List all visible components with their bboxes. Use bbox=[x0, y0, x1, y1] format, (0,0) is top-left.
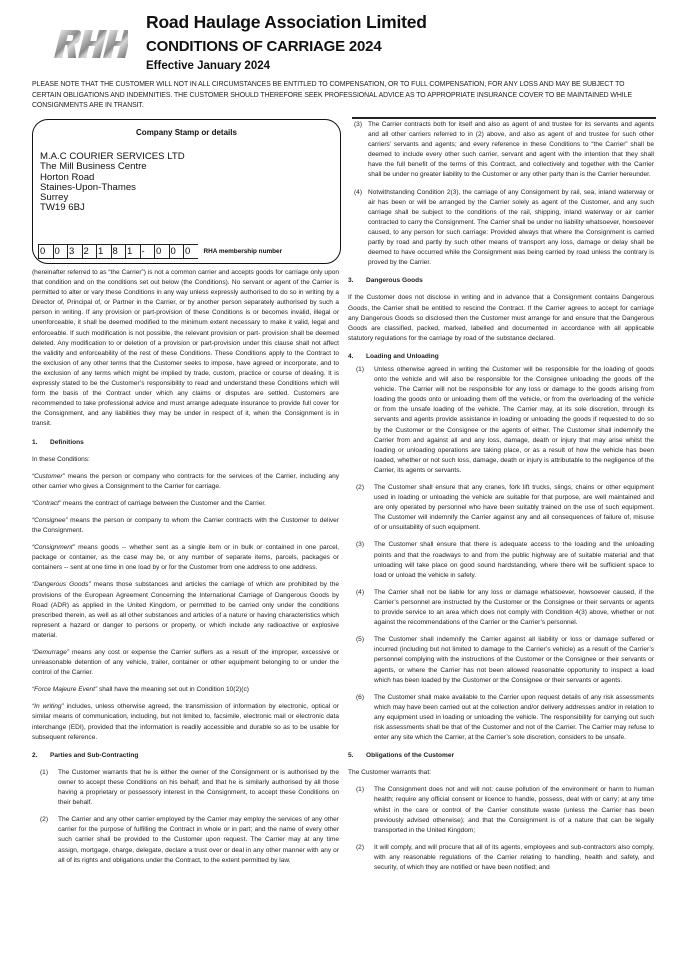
company-stamp-box bbox=[32, 119, 341, 264]
membership-number bbox=[38, 244, 282, 259]
membership-digit: 3 bbox=[67, 244, 82, 259]
membership-digit: 1 bbox=[96, 244, 111, 259]
membership-digit: - bbox=[140, 244, 155, 259]
address-line: Surrey bbox=[40, 192, 69, 204]
section-3-text: If the Customer does not disclose in writing and in advance that a Consignment contains Dangerous Goods, the Carrier shall be entitled to rescind the Contract. If the Carrier agrees to accept for carriage any Dangerous Goods so disclosed then the Customer must arrange for and ensure that the Dangerous Goods are classified, packed, marked, labelled and documented in accordance with all applicable statutory regulations for the carriage by road of the substance declared. bbox=[348, 294, 654, 342]
membership-digit: 8 bbox=[111, 244, 126, 259]
clause-4-1: (1) Unless otherwise agreed in writing the Customer will be responsible for the loading of goods onto the vehicle and will also be responsible for the Consignee unloading the goods off the vehicle. The Carrier will not be responsible for any loss or damage to the goods arising from loading the goods onto or unloading them off the vehicle, or from the overloading of the vehicle or from the unsafe loading of the vehicle. The Carrier may, at its sole discretion, through its servants and agents provide assistance in loading or unloading the goods if requested to do so by the Customer or the Consignee or the agents of either. The Customer shall indemnify the Carrier from and against all and any loss, damage, death or injury that may arise whilst the loading or unloading operations are taking place, or as a result of how the vehicle has been loaded, whether or not such loss, damage, death or injury is attributable to the negligence of the Carrier, its agents or servants. bbox=[356, 365, 654, 474]
membership-digit: 0 bbox=[53, 244, 68, 259]
clause-4-6: (6) The Customer shall make available to the Carrier upon request details of any risk assessments which may have been carried out at the collection and/or delivery addresses and/or in relation to any equipment used in loading or unloading the vehicle. The responsibility for carrying out such risk assessments shall be that of the Customer and not of the Carrier. The Carrier may refuse to enter any site which the Carrier, at the Carrier’s sole discretion, considers to be unsafe. bbox=[356, 693, 654, 742]
document-title: CONDITIONS OF CARRIAGE 2024 bbox=[146, 38, 382, 55]
address-line: Staines-Upon-Thames bbox=[40, 181, 136, 193]
intro-paragraph: (hereinafter referred to as “the Carrier”) is not a common carrier and accepts goods for carriage only upon that condition and on the conditions set out below (the Conditions). No servant or agent of the Carrier is permitted to alter or vary these Conditions in any way unless expressly authorised to do so in writing by a Director of, Principal of, or Partner in the Carrier, or by another person separately authorised by such a person in writing. If any provision or part-provision of these Conditions is or becomes invalid, illegal or unenforceable, it shall be deemed modified to the minimum extent necessary to make it valid, legal and enforceable. If such modification is not possible, the relevant provision or part- provision shall be deemed deleted. Any modification to or deletion of a provision or part-provision under this clause shall not affect the validity and enforceability of the rest of these Conditions. These Conditions apply to the Contract to the exclusion of any other terms that the Customer seeks to impose, have agreed or incorporate, and to the exclusion of any terms which might be implied by trade, custom, practice or course of dealing. It is expressly stated to be the Customer’s responsibility to read and understand these Conditions which will form the basis of the Contract under which any claims or disputes are settled. Customers are recommended to take professional advice and must arrange adequate insurance to provide full cover for the Consignment, and any liabilities they may be under in respect of it, when the Consignment is in transit. bbox=[32, 269, 339, 428]
compensation-notice: PLEASE NOTE THAT THE CUSTOMER WILL NOT IN ALL CIRCUMSTANCES BE ENTITLED TO COMPENSATION, OR TO FULL COMPENSATION, FOR ANY LOSS AND MAY BE SUBJECT TO CERTAIN OBLIGATIONS AND INDEMNITIES. THE CUSTOMER SHOULD THEREFORE SEEK PROFESSIONAL ADVICE AS TO APPROPRIATE INSURANCE COVER TO BE MAINTAINED WHILE CONSIGNMENTS ARE IN TRANSIT. bbox=[32, 81, 632, 109]
definition: “Demurrage” means any cost or expense the Carrier suffers as a result of the improper, excessive or unreasonable detention of any vehicle, trailer, container or other equipment belonging to or under the control of the Carrier. bbox=[32, 649, 339, 677]
clause-4-2: (2) The Customer shall ensure that any cranes, fork lift trucks, slings, chains or other equipment used in loading or unloading the vehicle are suitable for that purpose, are well maintained and are only operated by personnel who have been suitably trained on the use of such equipment. The Customer will indemnify the Carrier against any and all consequences of failure of, misuse of or unsuitability of such equipment. bbox=[356, 484, 654, 532]
definition: “Consignment” means goods -- whether sent as a single item or in bulk or contained in one parcel, package or container, as the case may be, or any number of separate items, parcels, packages or containers -- sent at one time in one load by or for the Customer from one address to one address. bbox=[32, 544, 339, 572]
membership-digit: 1 bbox=[125, 244, 140, 259]
membership-digit: 2 bbox=[82, 244, 97, 259]
membership-digit: 0 bbox=[154, 244, 169, 259]
right-column bbox=[348, 120, 654, 880]
membership-digit: 0 bbox=[38, 244, 53, 259]
stamp-header: Company Stamp or details bbox=[136, 128, 237, 137]
clause-4-5: (5) The Customer shall indemnify the Carrier against all liability or loss or damage suffered or incurred (including but not limited to damage to the Carrier’s vehicle) as a result of the Carrier’s personnel complying with the instructions of the Customer or the Consignee or their servants or agents, or where the Carrier has not been allowed reasonable opportunity to inspect a load which has been loaded by the Customer or the Consignee or their servants or agents. bbox=[356, 636, 654, 684]
rha-logo-icon bbox=[52, 26, 128, 62]
clause-2-2: (2) The Carrier and any other carrier employed by the Carrier may employ the services of any other carrier for the purpose of fulfilling the Contract in whole or in part; and the name of every other such carrier shall be provided to the Customer upon request. The Carrier may at any time assign, mortgage, charge, delegate, declare a trust over or deal in any other manner with any or all of its rights and obligations under the Contract, to the extent permitted by law. bbox=[40, 816, 339, 864]
clause-5-2: (2) It will comply, and will procure that all of its agents, employees and sub-contractors also comply, with any reasonable regulations of the Carrier relating to handling, health and safety, and security, of which they are notified or have been notified; and bbox=[356, 843, 654, 871]
divider bbox=[352, 117, 656, 119]
section-2-heading: 2. Parties and Sub-Contracting bbox=[32, 751, 139, 759]
organization-name: Road Haulage Association Limited bbox=[146, 12, 427, 32]
definition: “In writing” includes, unless otherwise agreed, the transmission of information by electronic, optical or similar means of communication, including, but not limited to, facsimile, electronic mail or electronic data interchange (EDI), provided that the information is readily accessible and durable so as to be usable for subsequent reference. bbox=[32, 703, 339, 741]
section-5-lead: The Customer warrants that: bbox=[348, 769, 431, 777]
clause-2-1: (1) The Customer warrants that he is either the owner of the Consignment or is authorised by the owner to accept these Conditions on his behalf; and that he is similarly authorised by all those having a proprietary or possessory interest in the Consignment, to accept these Conditions on their behalf. bbox=[40, 768, 339, 807]
clause-5-1: (1) The Consignment does not and will not: cause pollution of the environment or harm to human health; require any official consent or licence to handle, possess, deal with or carry; at any time whilst in the care or control of the Carrier constitute waste (unless the Carrier has been previously advised otherwise); and that the Consignment is of a nature that can be legally transported in the United Kingdom; bbox=[356, 786, 654, 834]
section-1-heading: 1. Definitions bbox=[32, 438, 84, 446]
address-line: The Mill Business Centre bbox=[40, 161, 147, 173]
section-5-heading: 5. Obligations of the Customer bbox=[348, 752, 455, 760]
clause-2-3: (3) The Carrier contracts both for itself and also as agent of and trustee for its servants and agents and all other carriers referred to in (2) above, and also as agent of and trustee for such other carriers’ servants and agents; and every reference in these Conditions to “the Carrier” shall be deemed to include every other such carrier, servant and agent with the intention that they shall have the full benefit of the terms of this Contract, and collectively and together with the Carrier shall be under no greater liability to the Customer or any other party than is the Carrier hereunder. bbox=[354, 121, 654, 179]
left-column bbox=[32, 268, 339, 873]
clause-4-3: (3) The Customer shall ensure that there is adequate access to the loading and the unloading points and that the roadways to and from the public highway are of suitable material and that unloading will take place on good sound hardstanding, where there will be sufficient space to load or unload the vehicle in safety. bbox=[356, 541, 654, 579]
section-1-lead: In these Conditions: bbox=[32, 455, 90, 463]
address-line: TW19 6BJ bbox=[40, 202, 85, 214]
section-3-heading: 3. Dangerous Goods bbox=[348, 277, 423, 285]
section-4-heading: 4. Loading and Unloading bbox=[348, 352, 439, 360]
membership-digit: 0 bbox=[183, 244, 198, 259]
effective-date: Effective January 2024 bbox=[146, 60, 271, 72]
clause-2-4: (4) Notwithstanding Condition 2(3), the carriage of any Consignment by rail, sea, inland waterway or air has been or will be arranged by the Carrier solely as agent of the Customer, and any such carriage shall be subject to the conditions of the rail, shipping, inland waterway or air carrier contracted to carry the Consignment. The Carrier shall be under no liability whatsoever, howsoever caused, to any person for such carriage: Provided always that where the Consignment is carried partly by road and partly by such other means of transport any loss, damage or delay shall be deemed to have occurred while the Consignment was being carried by road unless the contrary is proved by the Carrier. bbox=[354, 188, 654, 267]
clause-4-4: (4) The Carrier shall not be liable for any loss or damage whatsoever, howsoever caused, if the Carrier’s personnel are instructed by the Customer or the Consignee or their servants or agents to provide service to an area which does not comply with Condition 4(3) above, whether or not against the recommendations of the Carrier or the Carrier’s personnel. bbox=[356, 588, 654, 627]
document-header bbox=[0, 0, 678, 78]
company-address bbox=[40, 152, 185, 214]
membership-label: RHA membership number bbox=[203, 248, 283, 255]
definition: “Contract” means the contract of carriage between the Customer and the Carrier. bbox=[32, 499, 266, 507]
address-line: M.A.C COURIER SERVICES LTD bbox=[40, 151, 185, 162]
membership-digit: 0 bbox=[169, 244, 184, 259]
definition: “Dangerous Goods” means those substances and articles the carriage of which are prohibited by the provisions of the European Agreement Concerning the International Carriage of Dangerous Goods by Road (ADR) as applied in the United Kingdom, or permitted to be carried only under the conditions prescribed therein, as well as all other substances and articles of a nature or having characteristics which represent a hazard or danger to persons or property, or which include any radioactive or explosive material. bbox=[32, 581, 339, 639]
definition: “Consignee” means the person or company to whom the Carrier contracts with the Customer to deliver the Consignment. bbox=[32, 516, 339, 535]
definition: “Customer” means the person or company who contracts for the services of the Carrier, including any other carrier who gives a Consignment to the Carrier for carriage. bbox=[32, 472, 339, 490]
address-line: Horton Road bbox=[40, 171, 95, 183]
definition: “Force Majeure Event” shall have the meaning set out in Condition 10(2)(c) bbox=[32, 686, 249, 694]
